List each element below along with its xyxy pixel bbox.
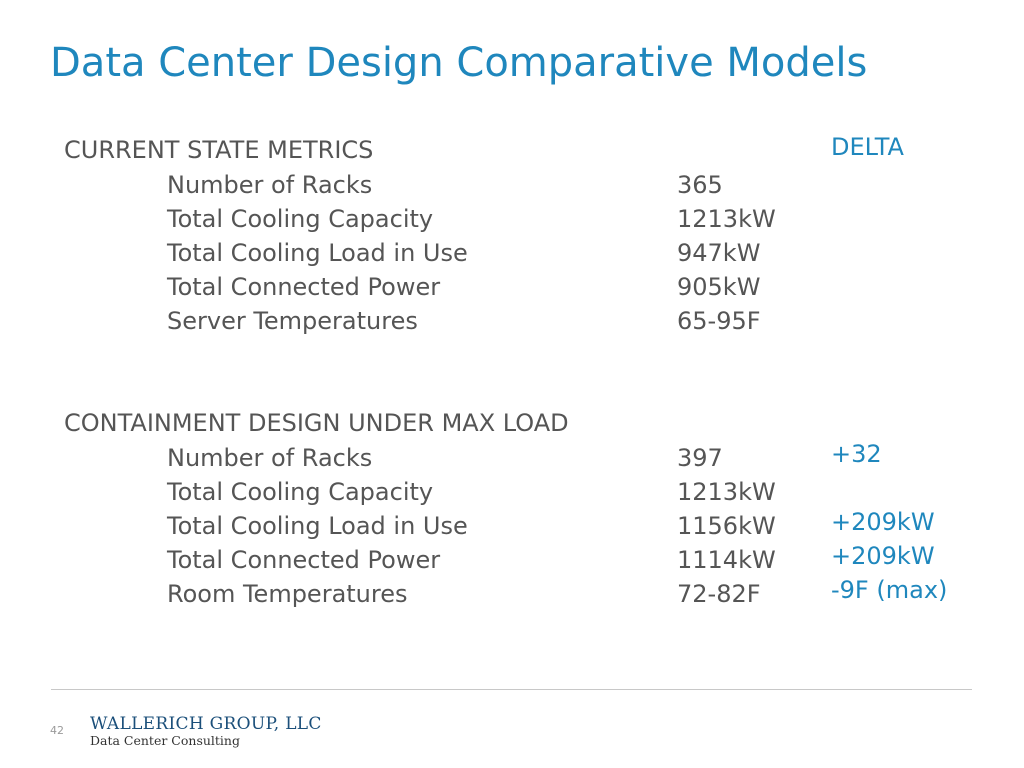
- containment-row-label: Total Cooling Capacity: [167, 478, 434, 506]
- containment-row-delta: -9F (max): [831, 576, 948, 604]
- current-row-value: 65-95F: [677, 307, 761, 335]
- containment-row-label: Total Connected Power: [167, 546, 441, 574]
- current-row-label: Total Cooling Capacity: [167, 205, 434, 233]
- containment-row-delta: +209kW: [831, 542, 935, 570]
- current-row-value: 1213kW: [677, 205, 776, 233]
- current-state-heading: CURRENT STATE METRICS: [64, 136, 374, 164]
- containment-row-value: 1213kW: [677, 478, 776, 506]
- current-row-value: 365: [677, 171, 723, 199]
- current-row-value: 947kW: [677, 239, 761, 267]
- containment-row-delta: +32: [831, 440, 882, 468]
- current-row-label: Total Connected Power: [167, 273, 441, 301]
- current-row-value: 905kW: [677, 273, 761, 301]
- containment-heading: CONTAINMENT DESIGN UNDER MAX LOAD: [64, 409, 569, 437]
- slide-title: Data Center Design Comparative Models: [50, 40, 868, 86]
- company-logo: [90, 714, 322, 748]
- page-number: 42: [50, 724, 64, 737]
- containment-row-label: Room Temperatures: [167, 580, 408, 608]
- delta-header: DELTA: [831, 133, 904, 161]
- containment-row-label: Number of Racks: [167, 444, 373, 472]
- containment-row-label: Total Cooling Load in Use: [167, 512, 468, 540]
- footer-divider: [51, 689, 972, 690]
- containment-row-value: 1114kW: [677, 546, 776, 574]
- current-row-label: Server Temperatures: [167, 307, 418, 335]
- containment-row-delta: +209kW: [831, 508, 935, 536]
- current-row-label: Number of Racks: [167, 171, 373, 199]
- containment-row-value: 1156kW: [677, 512, 776, 540]
- company-name: WALLERICH GROUP, LLC: [90, 714, 322, 734]
- company-tagline: Data Center Consulting: [90, 733, 240, 748]
- containment-row-value: 397: [677, 444, 723, 472]
- containment-row-value: 72-82F: [677, 580, 761, 608]
- current-row-label: Total Cooling Load in Use: [167, 239, 468, 267]
